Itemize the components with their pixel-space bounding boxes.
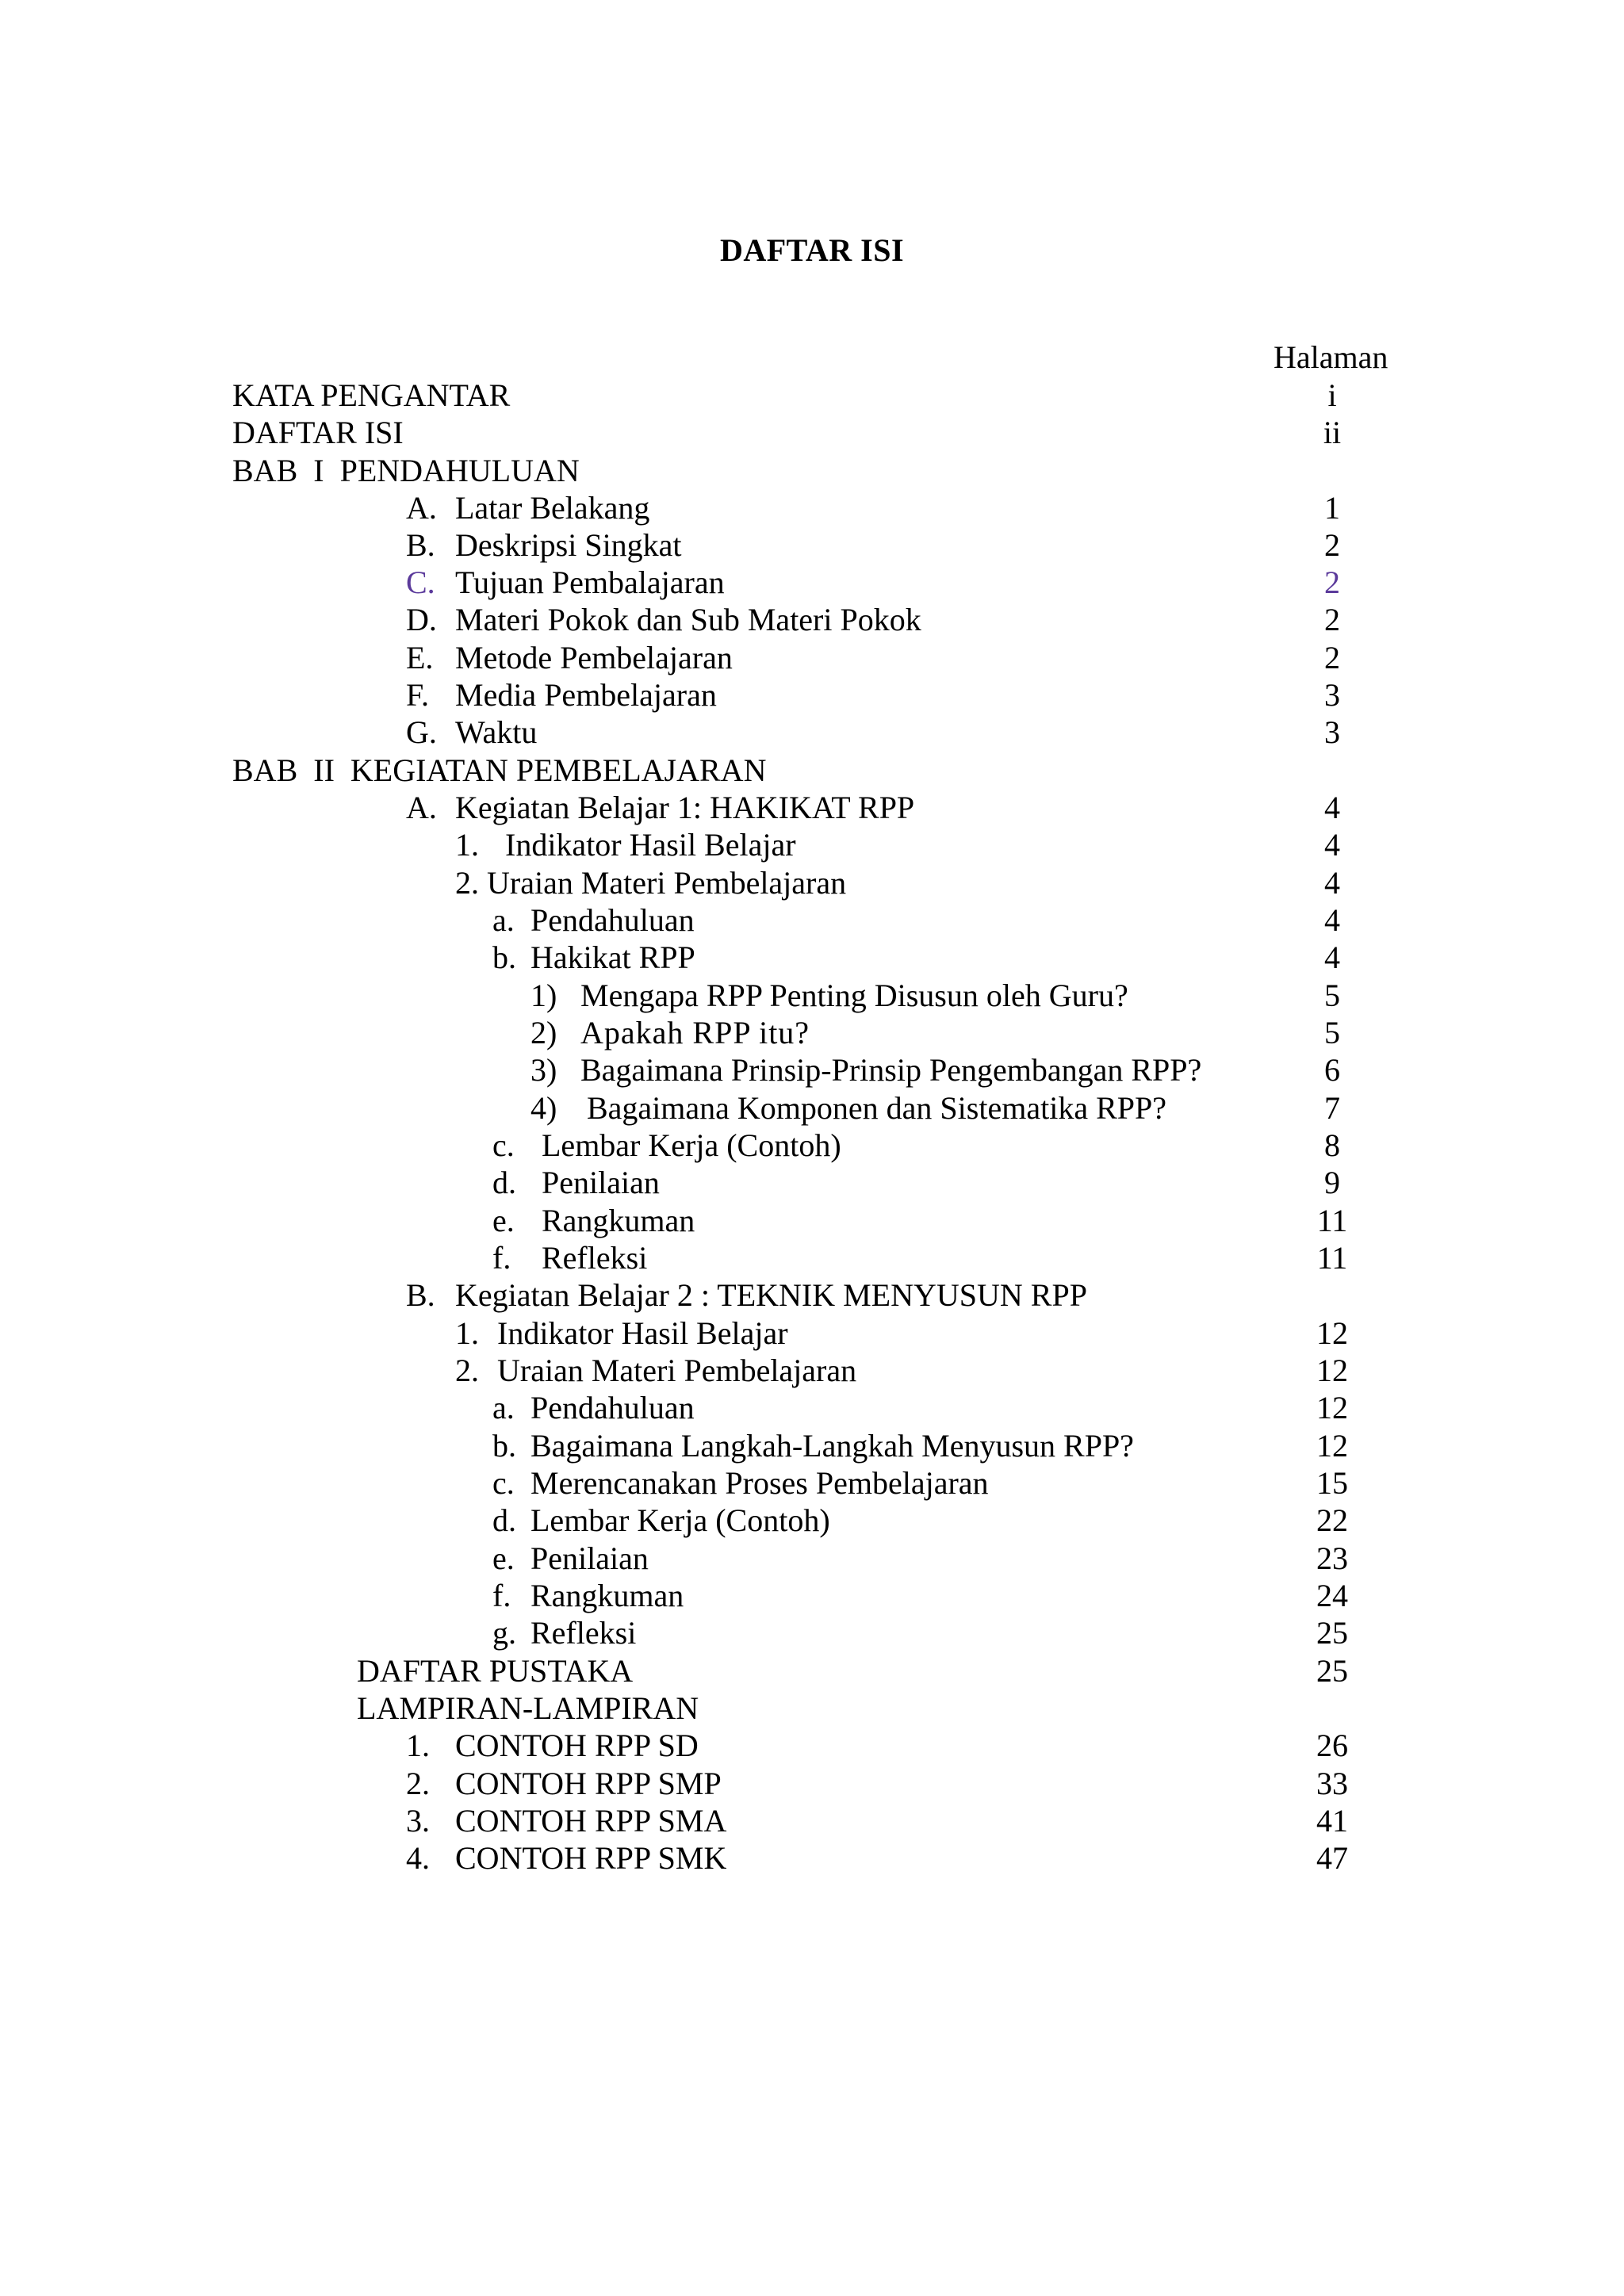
toc-entry-text: CONTOH RPP SMK [455, 1840, 727, 1876]
toc-entry-daftar-isi[interactable] [0, 414, 1624, 452]
toc-entry-text: Hakikat RPP [530, 939, 695, 975]
toc-entry-marker: d. [492, 1502, 516, 1538]
toc-entry[interactable] [0, 1839, 1624, 1877]
toc-entry[interactable] [0, 1502, 1624, 1540]
toc-entry[interactable] [0, 564, 1624, 602]
toc-entry[interactable] [0, 526, 1624, 564]
toc-entry-marker: b. [492, 939, 516, 975]
toc-entry[interactable] [0, 1127, 1624, 1165]
toc-entry-page: 22 [1316, 1502, 1348, 1538]
toc-entry-page: 47 [1316, 1840, 1348, 1876]
toc-entry-lampiran[interactable] [0, 1689, 1624, 1728]
toc-entry-marker: A. [406, 490, 437, 526]
toc-entry-page: 2 [1324, 640, 1340, 675]
toc-entry-kegiatan-belajar-1[interactable] [0, 789, 1624, 827]
toc-entry[interactable] [0, 1389, 1624, 1427]
toc-entry-marker: d. [492, 1165, 516, 1200]
toc-entry-marker: B. [406, 527, 435, 563]
toc-entry[interactable] [0, 1314, 1624, 1353]
toc-entry[interactable] [0, 639, 1624, 677]
toc-entry-page: 6 [1324, 1052, 1340, 1088]
toc-entry-marker: A. [406, 790, 437, 825]
toc-entry-marker: 3. [406, 1803, 430, 1839]
toc-entry-text: Tujuan Pembalajaran [455, 564, 725, 600]
toc-entry[interactable] [0, 977, 1624, 1015]
toc-entry-marker: 2) [530, 1015, 557, 1050]
toc-entry[interactable] [0, 676, 1624, 714]
toc-entry[interactable] [0, 1164, 1624, 1202]
toc-entry[interactable] [0, 1802, 1624, 1840]
toc-entry-page: 23 [1316, 1540, 1348, 1576]
toc-entry-marker: 4) [530, 1090, 557, 1126]
toc-entry-page: 25 [1316, 1653, 1348, 1689]
toc-entry-page: 1 [1324, 490, 1340, 526]
toc-entry[interactable] [0, 1352, 1624, 1390]
toc-entry-marker: D. [406, 602, 437, 637]
toc-entry-marker: f. [492, 1240, 511, 1276]
toc-entry-marker: g. [492, 1615, 516, 1651]
toc-entry-text: Bagaimana Langkah-Langkah Menyusun RPP? [530, 1428, 1134, 1464]
toc-entry-page: i [1327, 377, 1337, 413]
toc-entry-text: Rangkuman [530, 1578, 684, 1613]
page-column-header: Halaman [1274, 339, 1388, 375]
toc-entry[interactable] [0, 1727, 1624, 1765]
toc-entry-text: Bagaimana Komponen dan Sistematika RPP? [587, 1090, 1166, 1126]
toc-entry-text: Mengapa RPP Penting Disusun oleh Guru? [580, 978, 1128, 1013]
toc-entry[interactable] [0, 1239, 1624, 1277]
toc-entry[interactable] [0, 1427, 1624, 1465]
toc-entry-text: Materi Pokok dan Sub Materi Pokok [455, 602, 921, 637]
toc-entry-text: Refleksi [530, 1615, 637, 1651]
toc-entry-text: Media Pembelajaran [455, 677, 717, 713]
toc-entry-marker: 2. [455, 1353, 479, 1388]
toc-entry-page: 41 [1316, 1803, 1348, 1839]
toc-entry-page: 8 [1324, 1127, 1340, 1163]
toc-entry[interactable] [0, 901, 1624, 939]
toc-entry-marker: 1. [406, 1728, 430, 1763]
toc-entry-kegiatan-belajar-2[interactable] [0, 1276, 1624, 1314]
toc-entry-page: 4 [1324, 939, 1340, 975]
toc-entry-kata-pengantar[interactable] [0, 377, 1624, 415]
toc-entry-text: Penilaian [542, 1165, 660, 1200]
toc-entry-page: 7 [1324, 1090, 1340, 1126]
toc-entry-marker: 1) [530, 978, 557, 1013]
toc-entry-marker: c. [492, 1465, 515, 1501]
toc-entry-page: 26 [1316, 1728, 1348, 1763]
toc-entry-marker: c. [492, 1127, 515, 1163]
toc-entry-text: CONTOH RPP SMA [455, 1803, 727, 1839]
toc-entry-text: Pendahuluan [530, 1390, 695, 1425]
toc-entry-text: Deskripsi Singkat [455, 527, 682, 563]
toc-entry-marker: 4. [406, 1840, 430, 1876]
toc-entry[interactable] [0, 1765, 1624, 1803]
toc-entry-marker: 2. [406, 1766, 430, 1801]
toc-entry-page: 11 [1316, 1203, 1348, 1238]
toc-entry-text: Kegiatan Belajar 2 : TEKNIK MENYUSUN RPP [455, 1277, 1087, 1313]
toc-entry-page: 12 [1316, 1353, 1348, 1388]
toc-entry-page: 9 [1324, 1165, 1340, 1200]
toc-entry-marker: e. [492, 1203, 515, 1238]
toc-entry[interactable] [0, 1540, 1624, 1578]
toc-entry-daftar-pustaka[interactable] [0, 1652, 1624, 1690]
toc-entry-page: 2 [1324, 602, 1340, 637]
toc-entry-page: 11 [1316, 1240, 1348, 1276]
toc-entry-page: ii [1323, 415, 1342, 450]
toc-entry-text: Merencanakan Proses Pembelajaran [530, 1465, 989, 1501]
toc-entry-text: Rangkuman [542, 1203, 695, 1238]
toc-entry-text: Pendahuluan [530, 902, 695, 938]
toc-entry-text: Latar Belakang [455, 490, 650, 526]
toc-entry-page: 25 [1316, 1615, 1348, 1651]
toc-entry-marker: f. [492, 1578, 511, 1613]
toc-entry[interactable] [0, 1051, 1624, 1089]
toc-entry[interactable] [0, 864, 1624, 902]
toc-entry-text: Indikator Hasil Belajar [497, 1315, 788, 1351]
toc-entry-page: 3 [1324, 714, 1340, 750]
toc-entry-text: 2. Uraian Materi Pembelajaran [455, 865, 847, 901]
toc-entry[interactable] [0, 714, 1624, 752]
toc-entry[interactable] [0, 1614, 1624, 1652]
toc-entry-text: BAB II KEGIATAN PEMBELAJARAN [232, 752, 767, 788]
toc-entry-marker: E. [406, 640, 434, 675]
toc-entry-marker: 1. [455, 827, 479, 863]
toc-chapter-heading-bab-2[interactable] [0, 752, 1624, 790]
toc-entry-marker: B. [406, 1277, 435, 1313]
toc-entry-page: 5 [1324, 978, 1340, 1013]
toc-entry-text: Indikator Hasil Belajar [505, 827, 796, 863]
toc-entry-page: 33 [1316, 1766, 1348, 1801]
toc-entry-text: KATA PENGANTAR [232, 377, 511, 413]
toc-entry-page: 24 [1316, 1578, 1348, 1613]
toc-entry-text: Uraian Materi Pembelajaran [497, 1353, 857, 1388]
toc-entry-page: 5 [1324, 1015, 1340, 1050]
toc-entry-text: LAMPIRAN-LAMPIRAN [357, 1690, 699, 1726]
toc-entry-marker: a. [492, 902, 515, 938]
toc-entry-page: 4 [1324, 865, 1340, 901]
toc-entry-text: CONTOH RPP SMP [455, 1766, 722, 1801]
toc-entry-marker: 3) [530, 1052, 557, 1088]
toc-entry[interactable] [0, 1014, 1624, 1052]
page-title: DAFTAR ISI [719, 232, 905, 268]
toc-entry[interactable] [0, 826, 1624, 864]
toc-entry-text: Metode Pembelajaran [455, 640, 733, 675]
toc-entry-text: Lembar Kerja (Contoh) [530, 1502, 830, 1538]
toc-entry-marker: 1. [455, 1315, 479, 1351]
toc-entry-page: 4 [1324, 902, 1340, 938]
toc-entry-page: 2 [1324, 564, 1340, 600]
toc-entry-marker: a. [492, 1390, 515, 1425]
toc-entry[interactable] [0, 1202, 1624, 1240]
toc-entry-marker: G. [406, 714, 437, 750]
toc-entry[interactable] [0, 1577, 1624, 1615]
toc-entry[interactable] [0, 939, 1624, 977]
toc-entry[interactable] [0, 1464, 1624, 1502]
toc-entry-text: BAB I PENDAHULUAN [232, 453, 580, 488]
toc-entry-text: Lembar Kerja (Contoh) [542, 1127, 841, 1163]
toc-entry-text: Refleksi [542, 1240, 648, 1276]
toc-entry[interactable] [0, 601, 1624, 639]
toc-entry-page: 2 [1324, 527, 1340, 563]
toc-entry-page: 3 [1324, 677, 1340, 713]
toc-chapter-heading-bab-1[interactable] [0, 452, 1624, 490]
toc-entry-text: DAFTAR ISI [232, 415, 404, 450]
toc-entry-page: 12 [1316, 1428, 1348, 1464]
toc-entry[interactable] [0, 489, 1624, 527]
toc-entry[interactable] [0, 1089, 1624, 1127]
toc-entry-page: 4 [1324, 827, 1340, 863]
toc-entry-marker: e. [492, 1540, 515, 1576]
toc-entry-marker: F. [406, 677, 430, 713]
toc-entry-page: 4 [1324, 790, 1340, 825]
toc-entry-text: Bagaimana Prinsip-Prinsip Pengembangan RPP? [580, 1052, 1202, 1088]
toc-entry-text: Kegiatan Belajar 1: HAKIKAT RPP [455, 790, 915, 825]
toc-entry-text: Apakah RPP itu? [580, 1015, 810, 1050]
toc-entry-text: Penilaian [530, 1540, 649, 1576]
toc-entry-page: 15 [1316, 1465, 1348, 1501]
toc-entry-page: 12 [1316, 1390, 1348, 1425]
toc-entry-page: 12 [1316, 1315, 1348, 1351]
toc-entry-text: Waktu [455, 714, 538, 750]
toc-entry-text: CONTOH RPP SD [455, 1728, 699, 1763]
toc-entry-marker: C. [406, 564, 435, 600]
toc-entry-marker: b. [492, 1428, 516, 1464]
toc-entry-text: DAFTAR PUSTAKA [357, 1653, 634, 1689]
